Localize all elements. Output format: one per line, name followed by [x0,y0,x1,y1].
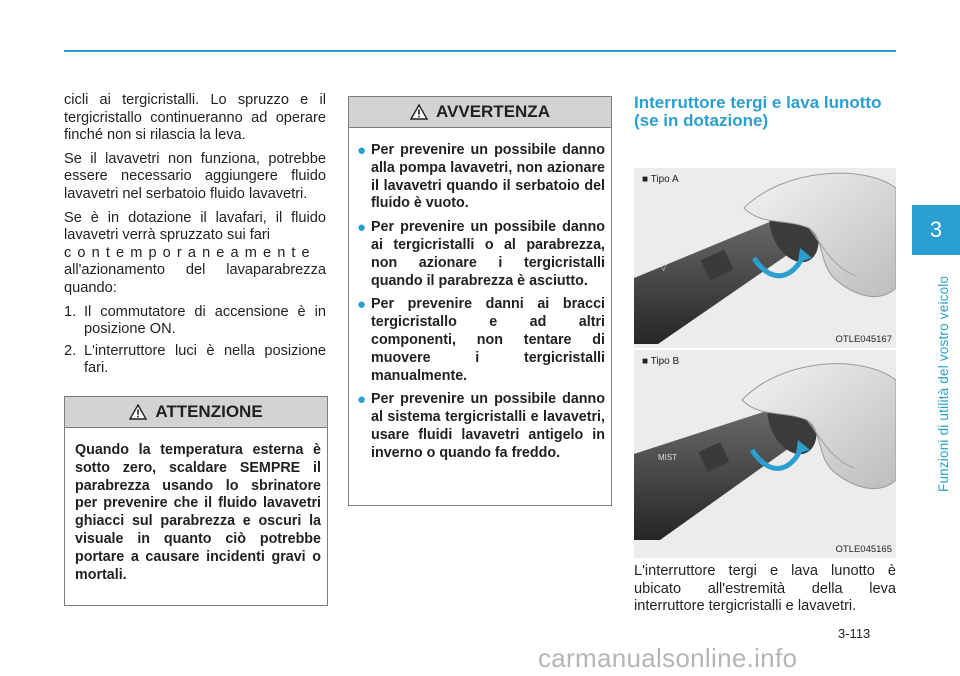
avvertenza-list [349,128,611,463]
bullet-icon: ● [357,142,367,159]
paragraph-part: all'azionamento del lavaparabrezza quando: [64,262,326,296]
avvertenza-item [357,296,605,385]
page-number: 3-113 [838,626,871,641]
avvertenza-item-text: Per prevenire un possibile danno al sistema tergicristalli e lavavetri, usare fluidi lavavetri antigelo in inverno o quando fa freddo. [371,391,605,461]
chapter-tab: 3 [912,205,960,255]
bullet-icon: ● [357,296,367,314]
paragraph-part: Se è in dotazione il lavafari, il fluido lavavetri verrà spruzzato sui fari [64,209,326,244]
paragraph [64,210,326,298]
avvertenza-header [349,97,611,128]
figure-code: OTLE045167 [835,334,892,345]
list-item [64,343,326,378]
wiper-lever-illustration [634,350,896,558]
chapter-side-title [936,260,956,500]
paragraph-part-spaced: contemporaneamente [64,244,316,261]
attenzione-title: ATTENZIONE [155,402,263,421]
bullet-icon: ● [357,391,367,409]
paragraph: Se il lavavetri non funziona, potrebbe essere necessario aggiungere fluido lavavetri nel serbatoio fluido lavavetri. [64,150,326,202]
avvertenza-item-text: Per prevenire un possibile danno ai tergicristalli o al parabrezza, non azionare i tergicristalli quando il parabrezza è asciutto. [371,219,605,289]
list-text: L'interruttore luci è nella posizione fari. [84,342,326,377]
list-number: 1. [64,303,77,320]
list-text: Il commutatore di accensione è in posizione ON. [84,303,326,338]
paragraph: cicli ai tergicristalli. Lo spruzzo e il tergicristallo continueranno ad operare finché non si rilascia la leva. [64,92,326,144]
list-number: 2. [64,342,77,359]
top-rule [64,50,896,52]
bullet-icon: ● [357,219,367,237]
figure-tipo-b [634,350,896,558]
attenzione-header [65,397,327,428]
warning-icon [129,404,147,420]
watermark: carmanualsonline.info [538,643,798,673]
svg-text:▽: ▽ [660,262,667,272]
avvertenza-item [357,219,605,290]
avvertenza-item [357,391,605,462]
avvertenza-title: AVVERTENZA [436,102,550,121]
figure-tipo-a [634,168,896,348]
warning-icon [410,104,428,120]
svg-text:MIST: MIST [658,453,678,462]
list-item [64,304,326,339]
paragraph: L'interruttore tergi e lava lunotto è ubicato all'estremità della leva interruttore tergicristalli e lavavetri. [634,563,896,615]
section-body [634,563,896,622]
avvertenza-item-text: Per prevenire un possibile danno alla pompa lavavetri, non azionare il lavavetri quando il serbatoio del fluido è vuoto. [371,142,605,212]
column-left [64,92,326,382]
avvertenza-box [348,96,612,506]
figure-code: OTLE045165 [835,544,892,555]
chapter-title: Funzioni di utilità del vostro veicolo [936,275,951,492]
section-heading: Interruttore tergi e lava lunotto (se in dotazione) [634,93,882,130]
avvertenza-item-text: Per prevenire danni ai bracci tergicristallo e ad altri componenti, non tentare di muovere i tergicristalli manualmente. [371,296,605,384]
avvertenza-item [357,142,605,213]
figure-label: ■ Tipo A [642,174,679,185]
attenzione-box [64,396,328,606]
attenzione-body: Quando la temperatura esterna è sotto zero, scaldare SEMPRE il parabrezza usando lo sbrinatore per prevenire che il fluido lavavetri ghiacci sul parabrezza e oscuri la visuale in quanto ciò potrebbe portare a causare incidenti gravi o mortali. [75,442,321,583]
figure-label: ■ Tipo B [642,356,680,367]
numbered-list [64,304,326,378]
wiper-lever-illustration [634,168,896,348]
